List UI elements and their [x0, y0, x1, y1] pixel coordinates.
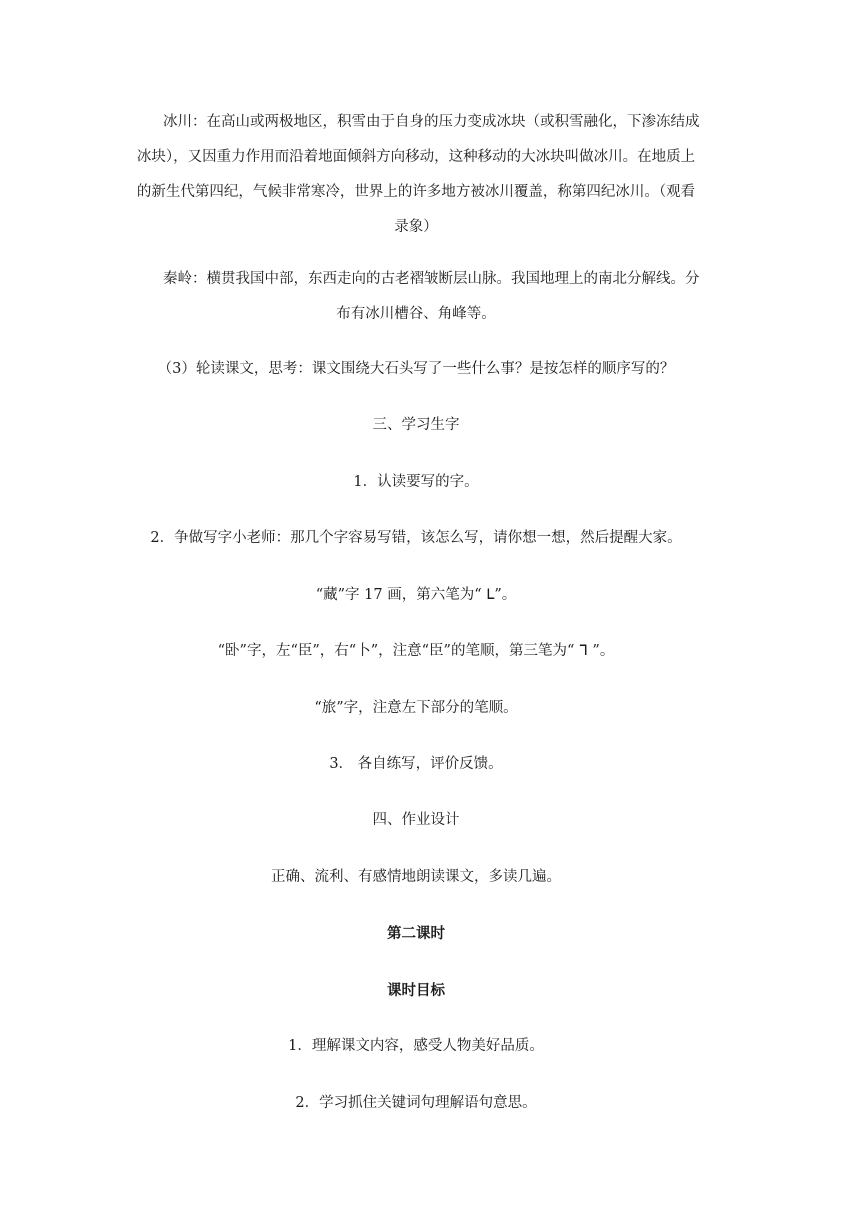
zang-note: “藏”字 17 画，第六笔为“ ᒪ”。	[315, 587, 517, 603]
glacier-line-3: 的新生代第四纪，气候非常寒冷，世界上的许多地方被冰川覆盖，称第四纪冰川。（观看	[136, 184, 696, 200]
objective-1: 1．理解课文内容，感受人物美好品质。	[288, 1038, 544, 1054]
item-2: 2．争做写字小老师：那几个字容易写错，该怎么写，请你想一想，然后提醒大家。	[150, 530, 682, 546]
lesson2-title: 第二课时	[387, 925, 445, 942]
section3-title: 三、学习生字	[372, 417, 460, 433]
wo-note: “卧”字，左“臣”，右“卜”，注意“臣”的笔顺，第三笔为“ ᒣ ”。	[217, 643, 615, 659]
qinling-line-1: 秦岭：横贯我国中部，东西走向的古老褶皱断层山脉。我国地理上的南北分解线。分	[163, 271, 700, 287]
item-3: 3． 各自练写，评价反馈。	[329, 756, 503, 772]
objective-2: 2．学习抓住关键词句理解语句意思。	[295, 1095, 537, 1111]
glacier-paragraph	[134, 105, 698, 245]
glacier-line-2: 冰块），又因重力作用而沿着地面倾斜方向移动，这种移动的大冰块叫做冰川。在地质上	[136, 149, 696, 165]
qinling-paragraph	[134, 262, 698, 332]
item-1: 1．认读要写的字。	[353, 474, 479, 490]
qinling-line-2: 布有冰川槽谷、角峰等。	[336, 306, 496, 322]
section4-title: 四、作业设计	[372, 812, 460, 828]
homework: 正确、流利、有感情地朗读课文，多读几遍。	[271, 869, 561, 885]
read-task: （3）轮读课文，思考：课文围绕大石头写了一些什么事？是按怎样的顺序写的？	[157, 361, 675, 377]
objectives-title: 课时目标	[387, 982, 445, 999]
lv-note: “旅”字，注意左下部分的笔顺。	[314, 700, 518, 716]
glacier-line-1: 冰川：在高山或两极地区，积雪由于自身的压力变成冰块（或积雪融化，下渗冻结成	[163, 114, 700, 130]
glacier-line-4: 录象）	[394, 219, 438, 235]
